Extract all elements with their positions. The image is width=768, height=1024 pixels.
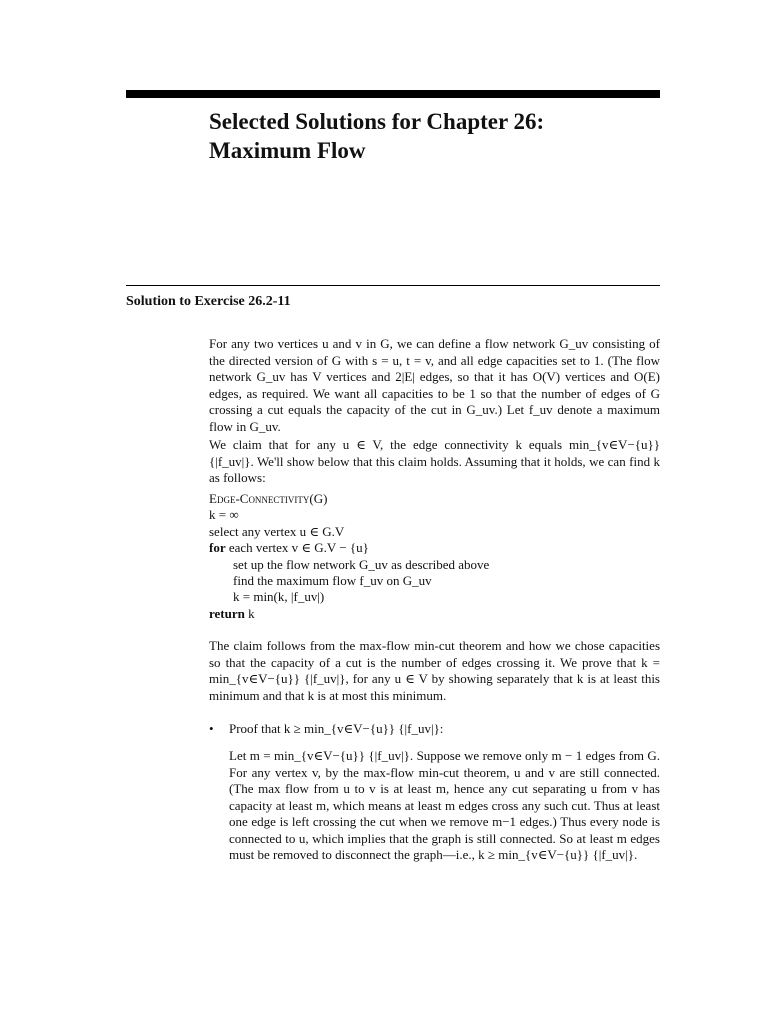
- paragraph-flow-network: For any two vertices u and v in G, we can define a flow network G_uv consisting of the directed version of G with s = u, t = v, and all edge capacities set to 1. (The flow network G_uv has V vertices and 2|E| edges, so that it has O(V) vertices and O(E) edges, as required. We want all capacities to be 1 so that the number of edges of G crossing a cut equals the capacity of the cut in G_uv.) Let f_uv denote a maximum flow in G_uv.: [209, 336, 660, 434]
- paragraph-proof-intro: The claim follows from the max-flow min-cut theorem and how we chose capacities so that the capacity of a cut is the number of edges crossing it. We prove that k = min_{v∈V−{u}} {|f_uv|}, for any u ∈ V by showing separately that k is at least this minimum and that k is at most this minimum.: [209, 638, 660, 703]
- algorithm-line-6: k = min(k, |f_uv|): [233, 589, 325, 605]
- algorithm-line-2: select any vertex u ∈ G.V: [209, 523, 345, 539]
- bullet-title: Proof that k ≥ min_{v∈V−{u}} {|f_uv|}:: [229, 721, 444, 736]
- section-rule: [126, 285, 660, 286]
- algorithm-line-3: for each vertex v ∈ G.V − {u}: [209, 540, 369, 556]
- solution-heading: Solution to Exercise 26.2-11: [126, 294, 291, 309]
- algorithm-line-1: k = ∞: [209, 507, 239, 523]
- algorithm-line-7: return k: [209, 605, 255, 621]
- chapter-title-line-2: Maximum Flow: [209, 138, 366, 163]
- paragraph-claim: We claim that for any u ∈ V, the edge connectivity k equals min_{v∈V−{u}} {|f_uv|}. We'll show below that this claim holds. Assuming that it holds, we can find k as follows:: [209, 437, 660, 485]
- chapter-title-line-1: Selected Solutions for Chapter 26:: [209, 109, 545, 134]
- keyword-for: for: [209, 540, 226, 556]
- algorithm-name: Edge-Connectivity(G): [209, 491, 328, 506]
- paragraph-proof-lower-bound: Let m = min_{v∈V−{u}} {|f_uv|}. Suppose we remove only m − 1 edges from G. For any vertex v, by the max-flow min-cut theorem, u and v are still connected. (The max flow from u to v is at least m, hence any cut separating u from v has capacity at least m, which means at least m edges cross any such cut. Thus at least one edge is left crossing the cut when we remove m−1 edges.) Thus every node is connected to u, which implies that the graph is still connected. So at least m edges must be removed to disconnect the graph—i.e., k ≥ min_{v∈V−{u}} {|f_uv|}.: [229, 748, 660, 862]
- keyword-return: return: [209, 605, 245, 621]
- top-rule: [126, 90, 660, 98]
- bullet-marker: •: [209, 721, 214, 736]
- algorithm-block: [209, 491, 489, 622]
- algorithm-line-4: set up the flow network G_uv as described above: [233, 556, 490, 572]
- algorithm-line-5: find the maximum flow f_uv on G_uv: [233, 573, 432, 589]
- chapter-title: [209, 107, 544, 165]
